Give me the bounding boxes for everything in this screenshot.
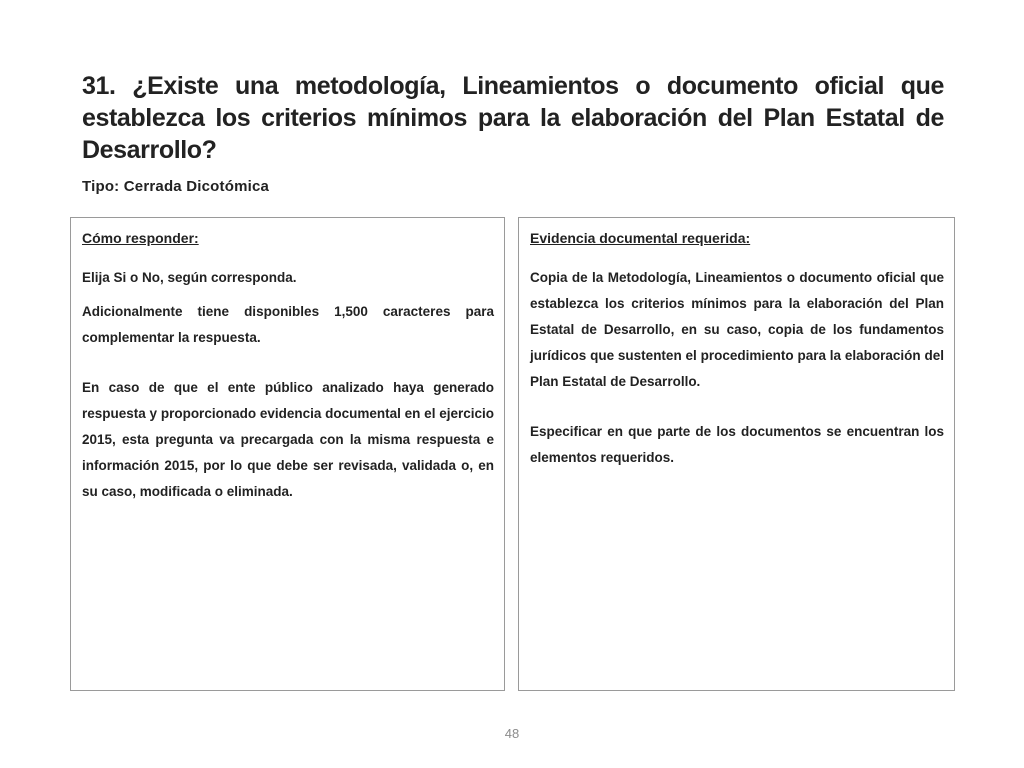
- how-to-answer-heading: Cómo responder:: [82, 230, 199, 246]
- page-number: 48: [504, 726, 520, 741]
- question-type: Tipo: Cerrada Dicotómica: [82, 178, 270, 195]
- required-evidence-heading: Evidencia documental requerida:: [530, 230, 751, 246]
- character-limit-note: Adicionalmente tiene disponibles 1,500 caracteres para complementar la respuesta.: [82, 304, 494, 345]
- preload-note: En caso de que el ente público analizado haya generado respuesta y proporcionado evidencia documental en el ejercicio 2015, esta pregunta va precargada con la misma respuesta e información 2015, por lo que debe ser revisada, validada o, en su caso, modificada o eliminada.: [82, 380, 494, 499]
- answer-instruction: Elija Si o No, según corresponda.: [82, 270, 297, 285]
- evidence-description: Copia de la Metodología, Lineamientos o documento oficial que establezca los criterios mínimos para la elaboración del Plan Estatal de Desarrollo, en su caso, copia de los fundamentos jurídicos que sustenten el procedimiento para la elaboración del Plan Estatal de Desarrollo.: [530, 270, 944, 389]
- evidence-location-note: Especificar en que parte de los documentos se encuentran los elementos requeridos.: [530, 424, 944, 465]
- question-title: 31. ¿Existe una metodología, Lineamientos o documento oficial que establezca los criterios mínimos para la elaboración del Plan Estatal de Desarrollo?: [82, 72, 944, 164]
- required-evidence-panel: [518, 217, 955, 691]
- how-to-answer-panel: [70, 217, 505, 691]
